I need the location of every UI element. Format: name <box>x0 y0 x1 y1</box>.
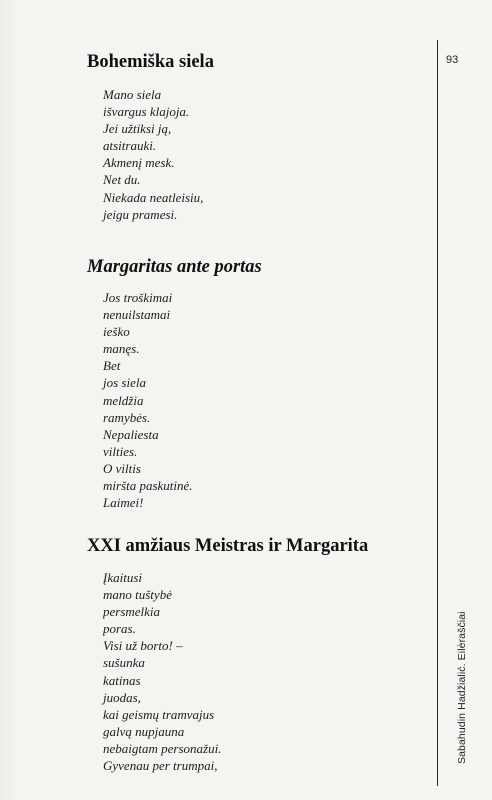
verse-line: poras. <box>103 621 136 637</box>
verse-line: sušunka <box>103 655 145 671</box>
page-number: 93 <box>446 54 459 66</box>
verse-line: vilties. <box>103 443 138 459</box>
verse-line: galvą nupjauna <box>103 723 185 739</box>
verse-line: jos siela <box>103 375 146 391</box>
verse-line: Mano siela <box>103 87 162 102</box>
poem-title-2: Margaritas ante portas <box>87 257 262 277</box>
poem-title-1: Bohemiška siela <box>87 52 214 72</box>
running-head: Sabahudin Hadžialić. Eilėraščiai <box>456 611 468 764</box>
verse-line: mano tuštybė <box>103 587 172 603</box>
verse-line: miršta paskutinė. <box>103 478 193 494</box>
verse-line: Laimei! <box>103 495 144 511</box>
verse-line: atsitrauki. <box>103 138 157 154</box>
verse-line: nebaigtam personažui. <box>103 740 222 756</box>
verse-line: kai geismų tramvajus <box>103 706 215 722</box>
verse-line: Bet <box>103 358 121 374</box>
verse-line: persmelkia <box>103 604 161 620</box>
poem-verse-2 <box>103 289 193 511</box>
verse-line: Visi už borto! – <box>103 638 183 654</box>
verse-line: Įkaitusi <box>103 570 142 585</box>
poem-verse-3 <box>103 569 221 774</box>
verse-line: Net du. <box>103 172 141 188</box>
verse-line: katinas <box>103 672 141 688</box>
verse-line: Niekada neatleisiu, <box>103 189 204 205</box>
poem-title-3: XXI amžiaus Meistras ir Margarita <box>87 536 369 556</box>
verse-line: ramybės. <box>103 409 151 425</box>
verse-line: Gyvenau per trumpai, <box>103 758 218 774</box>
verse-line: Akmenį mesk. <box>103 155 175 171</box>
verse-line: manęs. <box>103 341 140 357</box>
verse-line: juodas, <box>103 689 141 705</box>
verse-line: meldžia <box>103 392 144 408</box>
verse-line: išvargus klajoja. <box>103 104 190 120</box>
verse-line: nenuilstamai <box>103 307 171 323</box>
verse-line: Jos troškimai <box>103 290 173 305</box>
verse-line: ieško <box>103 324 130 340</box>
verse-line: jeigu pramesi. <box>103 206 178 222</box>
margin-rule <box>437 40 438 786</box>
verse-line: Jei užtiksi ją, <box>103 121 172 137</box>
poem-verse-1 <box>103 86 203 223</box>
verse-line: Nepaliesta <box>103 426 159 442</box>
verse-line: O viltis <box>103 460 141 476</box>
